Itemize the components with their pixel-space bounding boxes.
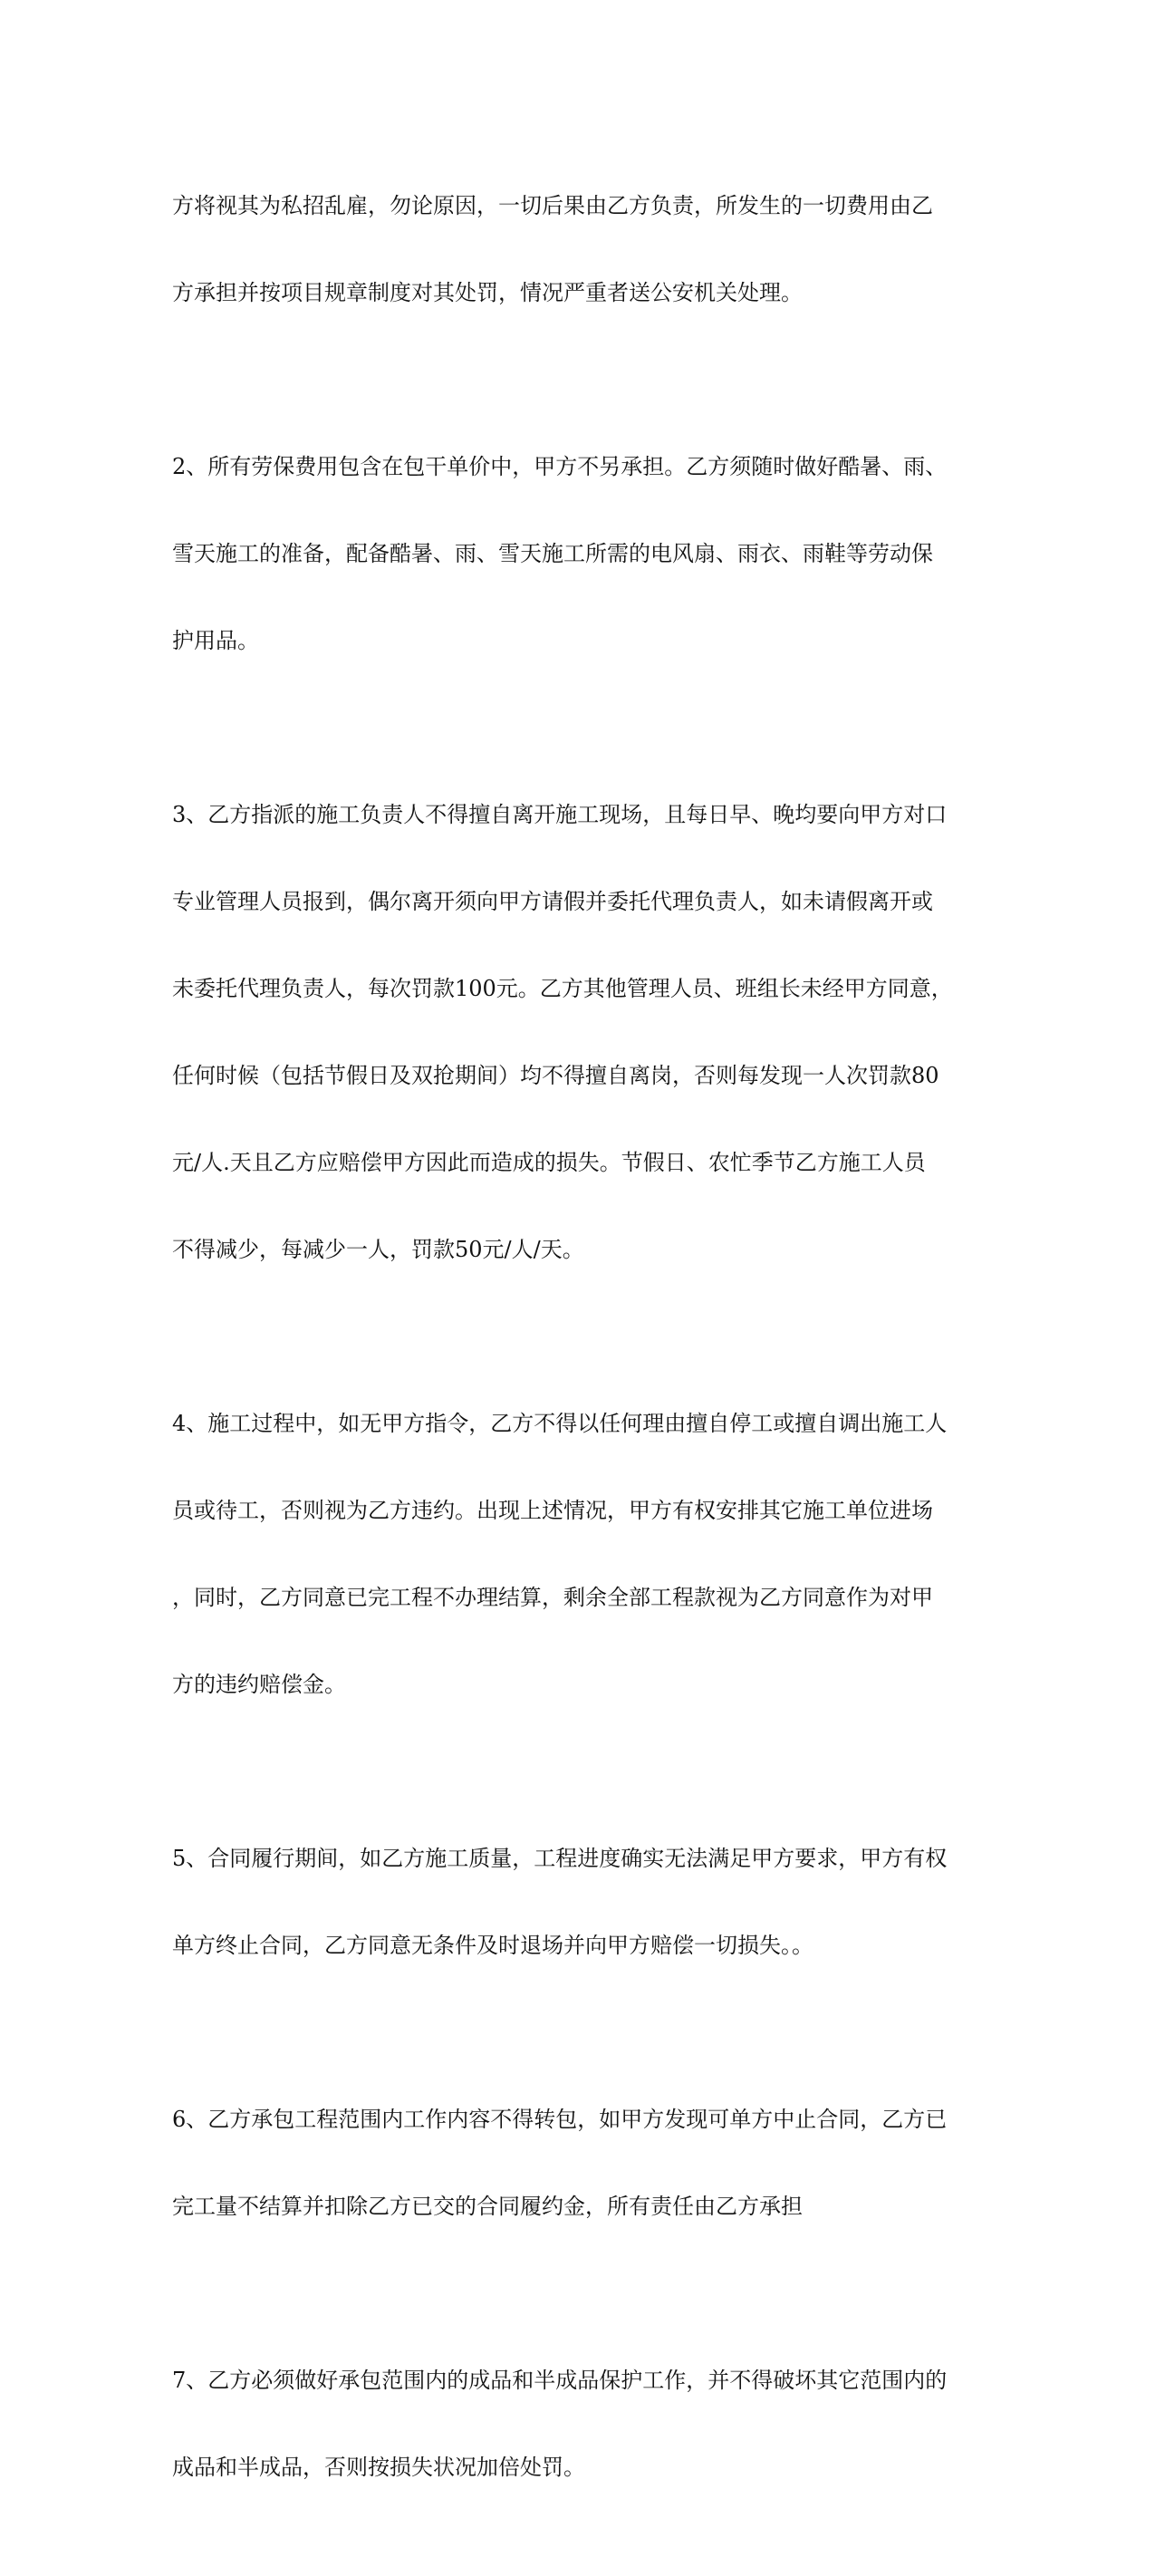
document-body	[172, 140, 987, 2576]
text-line: 6、乙方承包工程范围内工作内容不得转包，如甲方发现可单方中止合同，乙方已	[172, 2107, 948, 2132]
text-line: 护用品。	[172, 628, 259, 653]
text-line: 方的违约赔偿金。	[172, 1672, 346, 1697]
text-line: 5、合同履行期间，如乙方施工质量，工程进度确实无法满足甲方要求，甲方有权	[172, 1846, 948, 1871]
paragraph-clause-2	[172, 401, 987, 706]
text-line: ，同时，乙方同意已完工程不办理结算，剩余全部工程款视为乙方同意作为对甲	[172, 1585, 933, 1610]
text-line: 成品和半成品，否则按损失状况加倍处罚。	[172, 2455, 585, 2480]
paragraph-clause-3	[172, 749, 987, 1315]
paragraph-clause-6	[172, 2054, 987, 2272]
text-line: 7、乙方必须做好承包范围内的成品和半成品保护工作，并不得破坏其它范围内的	[172, 2368, 948, 2393]
text-line: 方将视其为私招乱雇，勿论原因，一切后果由乙方负责，所发生的一切费用由乙	[172, 193, 933, 218]
paragraph-clause-4	[172, 1358, 987, 1750]
text-line: 方承担并按项目规章制度对其处罚，情况严重者送公安机关处理。	[172, 280, 803, 305]
text-line: 专业管理人员报到，偶尔离开须向甲方请假并委托代理负责人，如未请假离开或	[172, 889, 933, 914]
text-line: 员或待工，否则视为乙方违约。出现上述情况，甲方有权安排其它施工单位进场	[172, 1498, 933, 1523]
paragraph-continuation	[172, 140, 987, 358]
text-line: 完工量不结算并扣除乙方已交的合同履约金，所有责任由乙方承担	[172, 2194, 803, 2219]
text-line: 2、所有劳保费用包含在包干单价中，甲方不另承担。乙方须随时做好酷暑、雨、	[172, 454, 948, 479]
text-line: 未委托代理负责人，每次罚款100元。乙方其他管理人员、班组长未经甲方同意，	[172, 976, 953, 1001]
text-line: 元/人.天且乙方应赔偿甲方因此而造成的损失。节假日、农忙季节乙方施工人员	[172, 1150, 926, 1175]
text-line: 4、施工过程中，如无甲方指令，乙方不得以任何理由擅自停工或擅自调出施工人	[172, 1411, 948, 1436]
text-line: 单方终止合同，乙方同意无条件及时退场并向甲方赔偿一切损失。。	[172, 1933, 813, 1958]
paragraph-clause-7	[172, 2315, 987, 2533]
paragraph-clause-5	[172, 1793, 987, 2011]
text-line: 3、乙方指派的施工负责人不得擅自离开施工现场，且每日早、晚均要向甲方对口	[172, 802, 948, 827]
text-line: 雪天施工的准备，配备酷暑、雨、雪天施工所需的电风扇、雨衣、雨鞋等劳动保	[172, 541, 933, 566]
text-line: 不得减少，每减少一人，罚款50元/人/天。	[172, 1237, 584, 1262]
text-line: 任何时候（包括节假日及双抢期间）均不得擅自离岗，否则每发现一人次罚款80	[172, 1063, 939, 1088]
